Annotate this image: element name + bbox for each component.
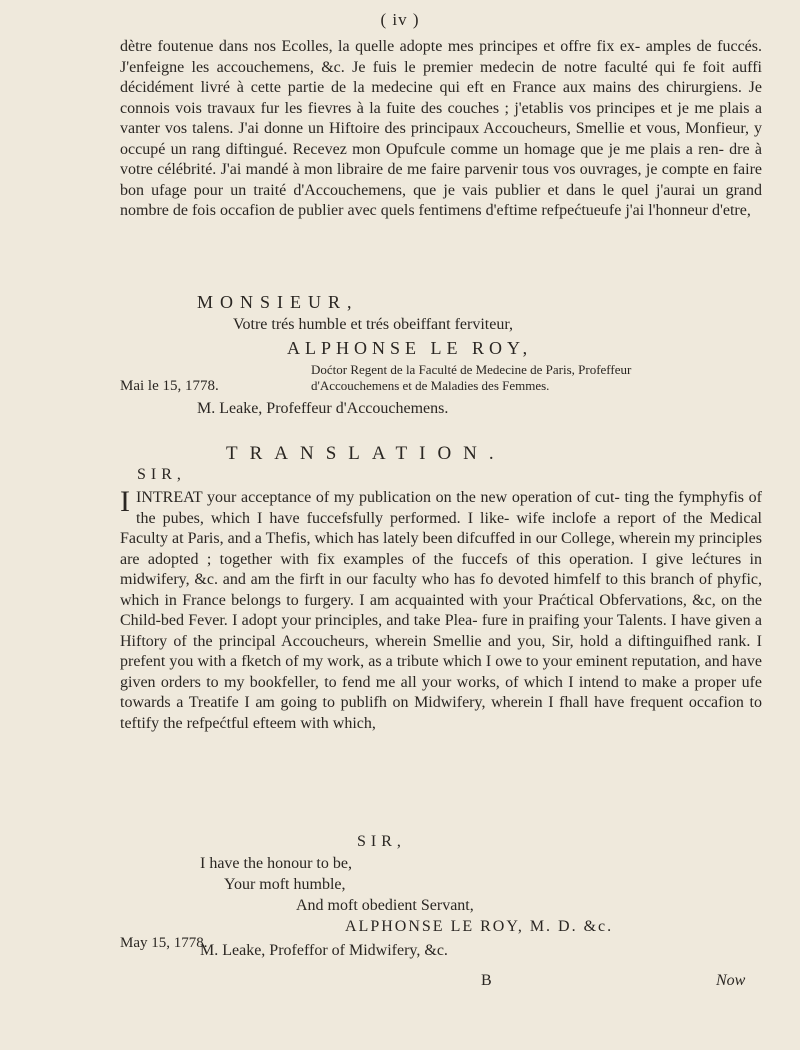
french-title-line-1: Doćtor Regent de la Faculté de Medecine de Paris, Profeffeur — [311, 362, 632, 377]
french-salutation: MONSIEUR, — [197, 292, 359, 312]
english-signature: ALPHONSE LE ROY, M. D. &c. — [345, 918, 614, 935]
catchword: Now — [716, 972, 746, 989]
french-signature: ALPHONSE LE ROY, — [287, 338, 533, 358]
french-closing: Votre trés humble et trés obeiffant ferviteur, — [233, 316, 514, 333]
english-date: May 15, 1778. — [120, 935, 208, 951]
english-closing-line-3: And moft obedient Servant, — [296, 897, 474, 914]
drop-cap: I — [120, 485, 130, 518]
english-paragraph-text: INTREAT your acceptance of my publication on the new operation of cut- ting the fymphyfis of the pubes, which I have fuccefsfully performed. I like- wife inclofe a report of the Medical Faculty at Paris, and a Thefis, which has lately been difcuffed in our College, wherein my principles are adopted ; together with fix examples of the fuccefs of this operation. I give lećtures in midwifery, &c. and am the firft in our faculty who has fo devoted himfelf to this branch of phyfic, which in France belongs to furgery. I am acquainted with your Praćtical Obfervations, &c, on the Child-bed Fever. I adopt your principles, and take Plea- fure in praifing your Talents. I have given a Hiftory of the principal Accoucheurs, wherein Smellie and you, Sir, hold a diftinguifhed rank. I prefent you with a fketch of my work, as a tribute which I owe to your eminent reputation, and have given orders to my bookfeller, to fend me all your works, of which I intend to make a proper ufe towards a Treatife I am going to publifh on Midwifery, wherein I fhall have frequent occafion to teftify the refpećtful efteem with which, — [120, 489, 762, 732]
signature-mark: B — [481, 972, 492, 989]
french-paragraph: dètre foutenue dans nos Ecolles, la quelle adopte mes principes et offre fix ex- amples de fuccés. J'enfeigne les accouchemens, &c. Je fuis le premier medecin de notre faculté qui fe foit auffi décidément livré à cette partie de la medecine qui eft en France aux mains des chirurgiens. Je connois vois travaux fur les fievres à la fuite des couches ; j'etablis vos principes et je me plais a vanter vos talens. J'ai donne un Hiftoire des principaux Accoucheurs, Smellie et vous, Monfieur, y occupé un rang diftingué. Recevez mon Opufcule comme un homage que je me plais a ren- dre à votre célébrité. J'ai mandé à mon libraire de me faire parvenir tous vos ouvrages, je compte en faire bon ufage pour un traité d'Accouchemens, que je vais publier et dans le quel j'aurai un grand nombre de fois occafion de publier avec quels fentimens d'eftime refpećtueufe j'ai l'honneur d'etre, — [120, 38, 762, 219]
french-date: Mai le 15, 1778. — [120, 378, 219, 394]
english-addressee: M. Leake, Profeffor of Midwifery, &c. — [200, 942, 448, 959]
french-addressee: M. Leake, Profeffeur d'Accouchemens. — [197, 400, 449, 417]
english-paragraph — [120, 485, 762, 734]
english-salutation-closing: SIR, — [357, 833, 406, 850]
english-salutation: SIR, — [137, 466, 186, 483]
english-closing-line-1: I have the honour to be, — [200, 855, 352, 872]
english-letter-body — [120, 485, 762, 734]
french-title-line-2: d'Accouchemens et de Maladies des Femmes. — [311, 378, 550, 393]
english-closing-line-2: Your moft humble, — [224, 876, 346, 893]
french-letter-body — [120, 37, 762, 222]
page-number: ( iv ) — [380, 10, 420, 29]
translation-heading: TRANSLATION. — [226, 443, 506, 464]
